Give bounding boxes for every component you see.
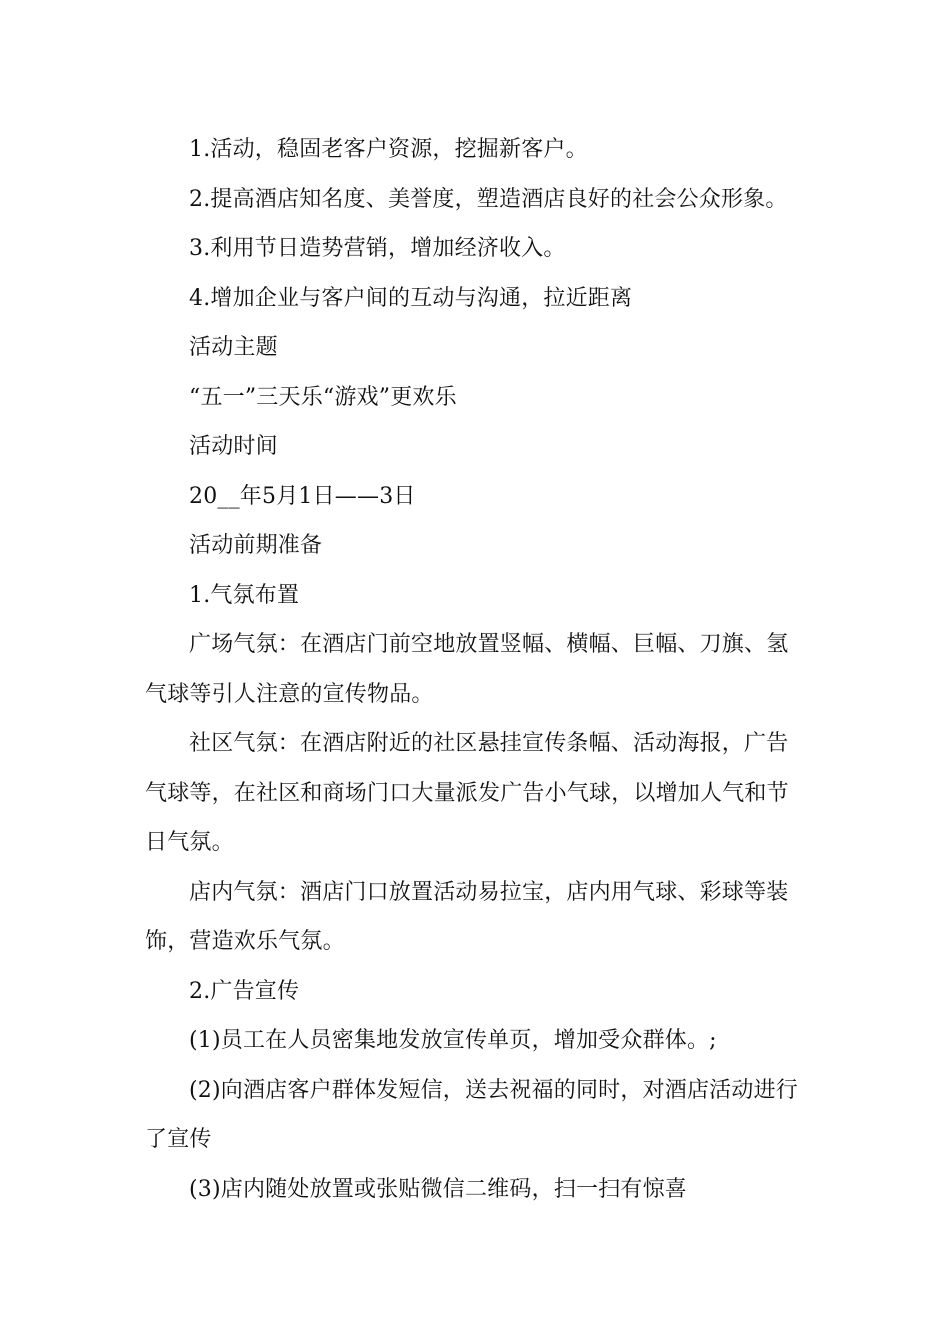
heading-activity-theme: 活动主题 — [189, 335, 278, 360]
paragraph-objective-4: 4.增加企业与客户间的互动与沟通，拉近距离 — [189, 285, 633, 311]
heading-preparation: 活动前期准备 — [189, 533, 323, 558]
paragraph-community-atmosphere: 社区气氛：在酒店附近的社区悬挂宣传条幅、活动海报，广告气球等，在社区和商场门口大量派发广告小气球，以增加人气和节日气氛。 — [145, 731, 789, 855]
subheading-atmosphere: 1.气氛布置 — [189, 582, 300, 608]
paragraph-ad-item-3: (3)店内随处放置或张贴微信二维码，扫一扫有惊喜 — [189, 1176, 687, 1202]
paragraph-indoor-atmosphere: 店内气氛：酒店门口放置活动易拉宝，店内用气球、彩球等装饰，营造欢乐气氛。 — [145, 879, 789, 954]
paragraph-objective-1: 1.活动，稳固老客户资源，挖掘新客户。 — [189, 137, 588, 162]
document-body — [145, 125, 810, 1214]
subheading-advertising: 2.广告宣传 — [189, 978, 300, 1004]
paragraph-ad-item-2: (2)向酒店客户群体发短信，送去祝福的同时，对酒店活动进行了宣传 — [145, 1077, 798, 1152]
heading-activity-time: 活动时间 — [189, 434, 278, 459]
paragraph-objective-2: 2.提高酒店知名度、美誉度，塑造酒店良好的社会公众形象。 — [189, 186, 788, 212]
paragraph-objective-3: 3.利用节日造势营销，增加经济收入。 — [189, 236, 566, 261]
paragraph-plaza-atmosphere: 广场气氛：在酒店门前空地放置竖幅、横幅、巨幅、刀旗、氢气球等引人注意的宣传物品。 — [145, 632, 789, 707]
paragraph-theme-text: “五一”三天乐“游戏”更欢乐 — [189, 384, 457, 410]
paragraph-time-text: 20__年5月1日——3日 — [189, 483, 416, 509]
paragraph-ad-item-1: (1)员工在人员密集地发放宣传单页，增加受众群体。; — [189, 1028, 717, 1053]
